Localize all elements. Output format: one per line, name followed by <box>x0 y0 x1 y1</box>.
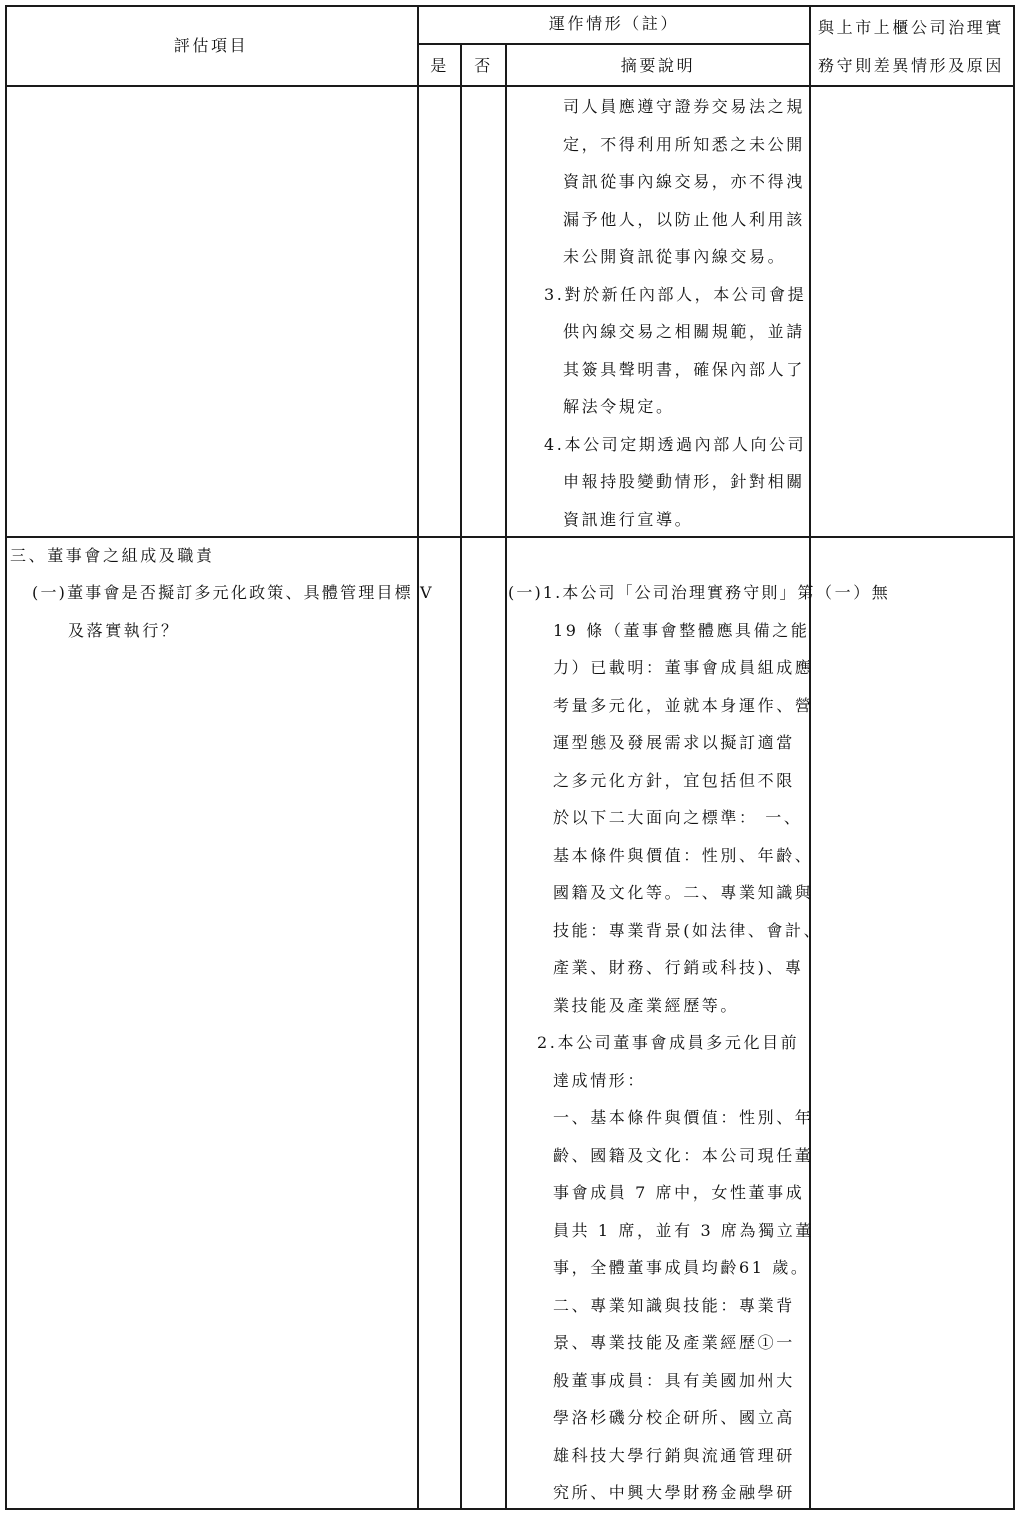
summary-line: 漏予他人，以防止他人利用該 <box>563 209 805 229</box>
header-no-label: 否 <box>474 56 493 75</box>
summary-line: 學洛杉磯分校企研所、國立高 <box>553 1408 795 1427</box>
header-yes-label: 是 <box>430 56 449 75</box>
table-right-border <box>1013 5 1015 1510</box>
yes-column-border <box>460 43 462 1510</box>
row2-summary <box>508 574 822 1512</box>
summary-line: 解法令規定。 <box>563 397 675 416</box>
summary-line: 力）已載明：董事會成員組成應 <box>553 658 814 677</box>
table-left-border <box>5 5 7 1510</box>
summary-line: 考量多元化，並就本身運作、營 <box>553 695 814 715</box>
header-item-label: 評估項目 <box>173 36 249 55</box>
summary-line: 員共 1 席，並有 3 席為獨立董 <box>553 1220 814 1240</box>
summary-line: 未公開資訊從事內線交易。 <box>563 247 787 266</box>
summary-line: 其簽具聲明書，確保內部人了 <box>563 359 805 379</box>
summary-line: 申報持股變動情形，針對相關 <box>563 472 805 491</box>
summary-line: 資訊從事內線交易，亦不得洩 <box>563 172 805 191</box>
diff-explanation: （一）無 <box>816 583 891 602</box>
summary-line: 雄科技大學行銷與流通管理研 <box>553 1445 795 1465</box>
summary-line: 事會成員 7 席中，女性董事成 <box>553 1183 805 1202</box>
row1-summary <box>544 88 806 538</box>
header-diff-label-line1: 與上市上櫃公司治理實 <box>818 18 1005 37</box>
yes-check-mark: V <box>420 583 435 602</box>
header-operation-label: 運作情形（註） <box>548 14 680 33</box>
summary-line: 定，不得利用所知悉之未公開 <box>563 134 805 154</box>
summary-line: 運型態及發展需求以擬訂適當 <box>553 733 795 752</box>
summary-line: 司人員應遵守證券交易法之規 <box>563 97 805 116</box>
summary-line: 景、專業技能及產業經歷①一 <box>553 1333 795 1352</box>
summary-line: 3.對於新任內部人，本公司會提 <box>544 284 807 304</box>
summary-line: 二、專業知識與技能：專業背 <box>553 1295 795 1315</box>
summary-line: 4.本公司定期透過內部人向公司 <box>544 434 807 454</box>
question-line-2: 及落實執行？ <box>68 621 180 640</box>
summary-line: 資訊進行宣導。 <box>563 509 694 529</box>
summary-line: (一)1.本公司「公司治理實務守則」第 <box>508 583 816 602</box>
summary-line: 事，全體董事成員均齡61 歲。 <box>553 1258 810 1277</box>
summary-line: 2.本公司董事會成員多元化目前 <box>537 1033 800 1052</box>
header-bottom-border <box>5 85 1015 87</box>
summary-line: 一、基本條件與價值：性別、年 <box>553 1108 814 1127</box>
header-diff-label-line2: 務守則差異情形及原因 <box>818 56 1005 75</box>
item-column-border <box>417 5 419 1510</box>
summary-line: 19 條（董事會整體應具備之能 <box>553 620 810 640</box>
summary-line: 之多元化方針，宜包括但不限 <box>553 770 795 790</box>
summary-line: 究所、中興大學財務金融學研 <box>553 1483 795 1502</box>
no-column-border <box>505 43 507 1510</box>
summary-line: 國籍及文化等。二、專業知識與 <box>553 883 814 902</box>
summary-line: 供內線交易之相關規範，並請 <box>563 322 805 341</box>
question-line-1: (一)董事會是否擬訂多元化政策、具體管理目標 <box>32 583 413 602</box>
header-subrow-border <box>417 43 809 45</box>
summary-line: 技能：專業背景(如法律、會計、 <box>553 920 823 940</box>
summary-line: 於以下二大面向之標準： 一、 <box>553 808 803 827</box>
summary-line: 基本條件與價值：性別、年齡、 <box>553 845 814 865</box>
summary-line: 般董事成員：具有美國加州大 <box>553 1370 795 1390</box>
summary-line: 產業、財務、行銷或科技)、專 <box>553 958 804 977</box>
summary-line: 業技能及產業經歷等。 <box>553 995 740 1015</box>
section-title: 三、董事會之組成及職責 <box>10 546 215 565</box>
table-top-border <box>5 5 1015 7</box>
summary-line: 齡、國籍及文化：本公司現任董 <box>553 1145 814 1165</box>
summary-line: 達成情形： <box>553 1070 647 1090</box>
header-summary-label: 摘要說明 <box>620 56 696 75</box>
